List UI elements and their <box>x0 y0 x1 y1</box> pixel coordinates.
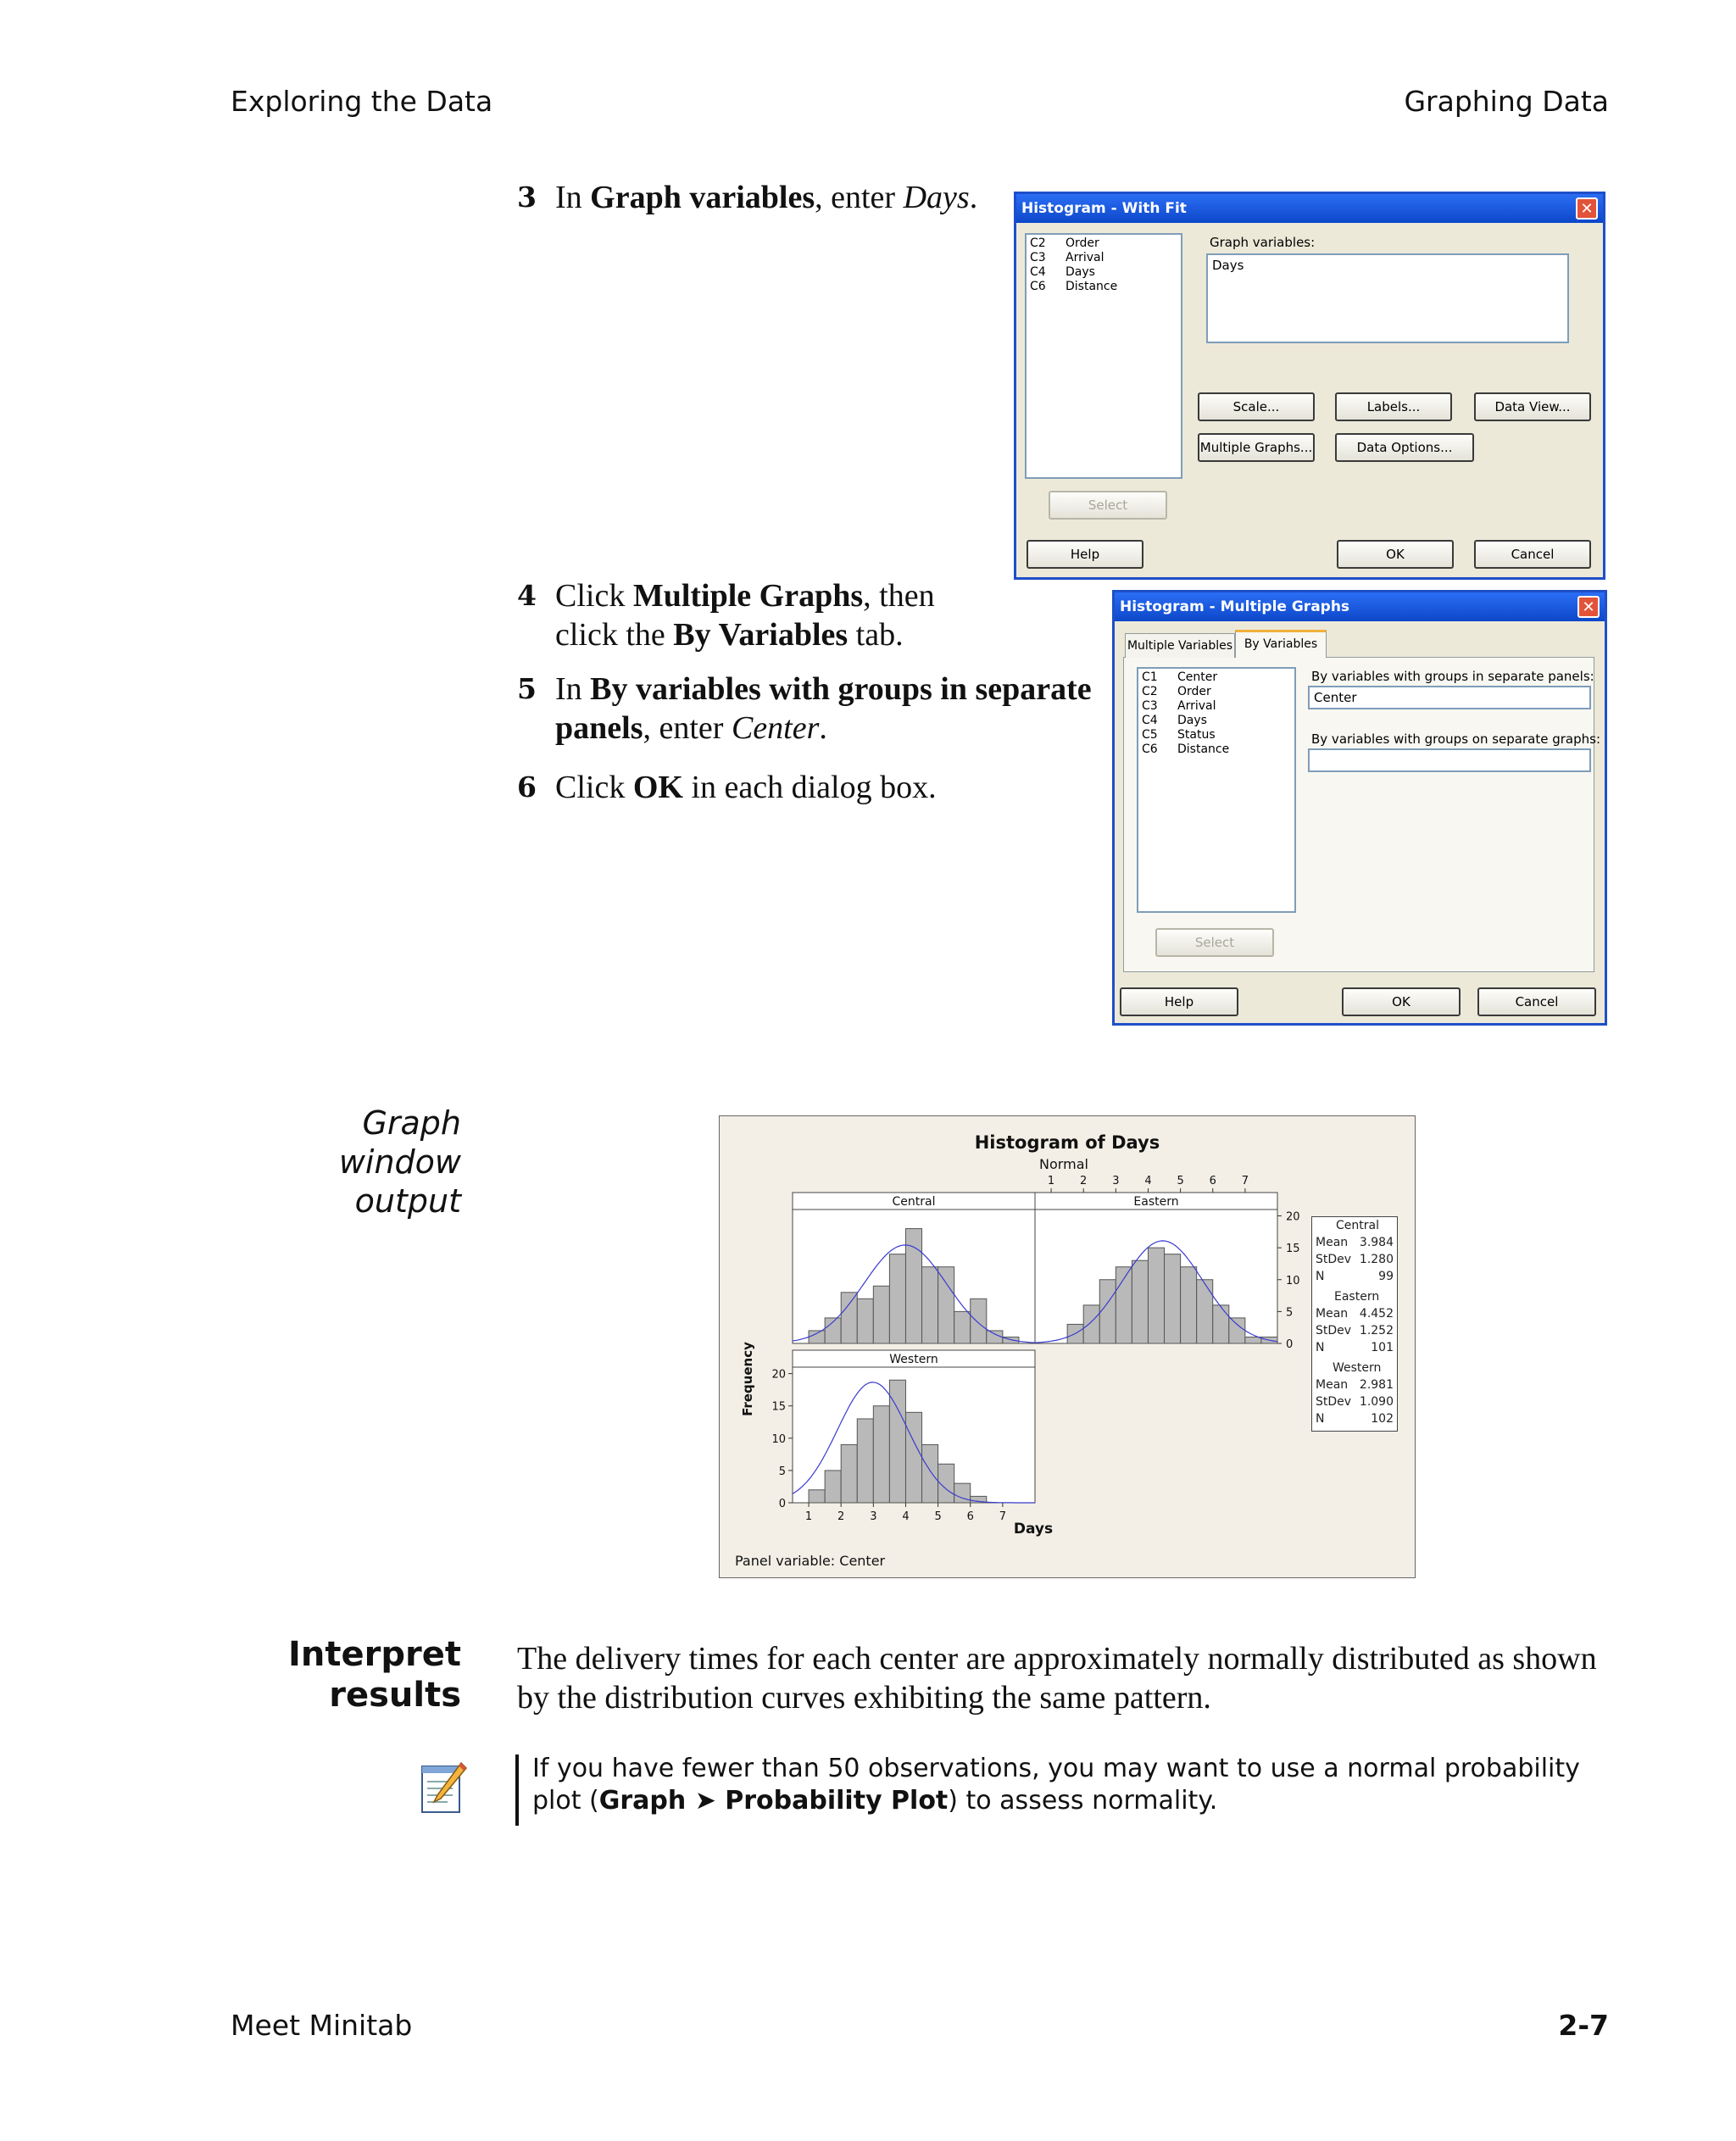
select-button[interactable]: Select <box>1155 928 1274 957</box>
histogram-bar <box>938 1267 954 1343</box>
legend-label: N <box>1316 1412 1325 1426</box>
list-item[interactable]: C4 Days <box>1030 265 1095 279</box>
column-list[interactable] <box>1137 667 1296 913</box>
help-button[interactable]: Help <box>1120 987 1238 1016</box>
ok-button[interactable]: OK <box>1342 987 1461 1016</box>
list-item[interactable]: C4 Days <box>1142 714 1207 727</box>
legend-value: 4.452 <box>1359 1307 1394 1321</box>
panel-variable-note: Panel variable: Center <box>735 1553 886 1569</box>
legend-value: 102 <box>1371 1412 1394 1426</box>
note-rule <box>515 1755 519 1826</box>
histogram-bar <box>857 1299 873 1343</box>
list-item[interactable]: C5 Status <box>1142 728 1216 742</box>
legend-label: Mean <box>1316 1378 1349 1392</box>
legend-label: StDev <box>1316 1395 1352 1409</box>
graph-variables-label: Graph variables: <box>1210 235 1316 250</box>
page-number: 2-7 <box>1558 2009 1609 2042</box>
histogram-bar <box>873 1406 889 1503</box>
step-4 <box>517 576 1110 658</box>
legend-value: 1.090 <box>1359 1395 1394 1409</box>
y-tick-label: 15 <box>1286 1243 1300 1256</box>
separate-graphs-field[interactable] <box>1308 748 1591 772</box>
legend-label: N <box>1316 1270 1325 1283</box>
step-text: In <box>555 180 591 215</box>
separate-graphs-label: By variables with groups on separate graphs: <box>1311 731 1600 747</box>
histogram-bar <box>857 1419 873 1503</box>
sidehead-line: Graph <box>362 1104 461 1142</box>
legend-label: Mean <box>1316 1307 1349 1321</box>
data-options-button[interactable]: Data Options... <box>1335 433 1474 462</box>
step-text: in each dialog box. <box>682 770 937 805</box>
legend-value: 101 <box>1371 1341 1394 1354</box>
chart-subtitle: Normal <box>1039 1156 1088 1172</box>
note-text-part: ) to assess normality. <box>948 1786 1218 1816</box>
histogram-bar <box>905 1412 921 1503</box>
panel-label: Central <box>892 1195 936 1209</box>
note-menu-path: Graph ➤ Probability Plot <box>598 1786 949 1816</box>
tab-multiple-variables[interactable]: Multiple Variables <box>1125 633 1235 658</box>
legend-label: StDev <box>1316 1324 1352 1337</box>
list-item[interactable]: C2 Order <box>1142 685 1211 698</box>
running-header-right: Graphing Data <box>1404 85 1609 118</box>
step-emphasis: Multiple Graphs <box>632 578 864 614</box>
column-list[interactable] <box>1025 233 1182 479</box>
step-number: 3 <box>517 181 537 214</box>
step-text: , then <box>863 578 935 614</box>
x-tick-label: 4 <box>902 1510 910 1523</box>
step-number: 4 <box>517 579 537 612</box>
dialog-title: Histogram - Multiple Graphs <box>1115 592 1605 621</box>
histogram-bar <box>825 1471 841 1503</box>
notepad-pencil-icon <box>419 1760 468 1816</box>
step-3 <box>517 178 992 220</box>
legend-value: 1.252 <box>1359 1324 1394 1337</box>
x-tick-label: 7 <box>999 1510 1007 1523</box>
step-emphasis: OK <box>632 770 683 805</box>
legend-value: 3.984 <box>1359 1236 1394 1249</box>
step-text: click the <box>555 617 674 653</box>
x-tick-label: 7 <box>1241 1175 1249 1187</box>
y-tick-label: 5 <box>778 1465 786 1478</box>
histogram-bar <box>1132 1260 1148 1343</box>
list-item[interactable]: C3 Arrival <box>1030 251 1104 264</box>
legend-title: Eastern <box>1334 1290 1380 1304</box>
histogram-bar <box>905 1229 921 1343</box>
sidehead-line: output <box>354 1182 461 1220</box>
ok-button[interactable]: OK <box>1337 540 1454 569</box>
x-tick-label: 4 <box>1144 1175 1152 1187</box>
histogram-bar <box>873 1286 889 1343</box>
histogram-bar <box>841 1293 857 1343</box>
histogram-bar <box>809 1490 825 1503</box>
step-text: tab. <box>848 617 904 653</box>
histogram-multiple-graphs-dialog <box>1112 590 1607 1026</box>
histogram-bar <box>1083 1305 1099 1343</box>
histogram-bar <box>1099 1280 1116 1343</box>
histogram-bar <box>922 1267 938 1343</box>
step-text: . <box>969 180 978 215</box>
cancel-button[interactable]: Cancel <box>1474 540 1591 569</box>
step-number: 6 <box>517 770 537 804</box>
step-text: Click <box>555 770 633 805</box>
close-icon[interactable]: ✕ <box>1577 596 1600 618</box>
x-tick-label: 2 <box>837 1510 845 1523</box>
histogram-bar <box>889 1254 905 1343</box>
select-button[interactable]: Select <box>1049 491 1167 520</box>
dialog-title: Histogram - With Fit <box>1016 194 1603 223</box>
list-item[interactable]: C6 Distance <box>1142 742 1230 756</box>
y-tick-label: 0 <box>1286 1338 1294 1351</box>
x-tick-label: 6 <box>966 1510 974 1523</box>
step-italic: Center <box>731 710 820 746</box>
x-axis-label: Days <box>1013 1521 1054 1538</box>
histogram-bar <box>971 1299 987 1343</box>
close-icon[interactable]: ✕ <box>1576 197 1598 220</box>
histogram-with-fit-dialog <box>1014 192 1605 580</box>
y-tick-label: 5 <box>1286 1306 1294 1320</box>
graph-window-output-label <box>254 1104 461 1221</box>
x-tick-label: 2 <box>1080 1175 1088 1187</box>
x-tick-label: 3 <box>1112 1175 1120 1187</box>
legend-title: Western <box>1333 1361 1382 1375</box>
separate-panels-label: By variables with groups in separate panels: <box>1311 669 1594 684</box>
histogram-bar <box>922 1444 938 1503</box>
step-5 <box>517 670 1110 751</box>
heading-line: Interpret <box>288 1635 461 1674</box>
y-axis-label: Frequency <box>740 1342 755 1416</box>
histogram-bar <box>841 1444 857 1503</box>
step-text: . <box>819 710 827 746</box>
histogram-bar <box>954 1311 971 1343</box>
histogram-bar <box>1181 1267 1197 1343</box>
legend-value: 99 <box>1378 1270 1394 1283</box>
histogram-svg <box>720 1116 1415 1577</box>
step-number: 5 <box>517 672 537 705</box>
panel-label: Western <box>889 1353 938 1366</box>
heading-line: results <box>329 1676 461 1715</box>
histogram-bar <box>1197 1280 1213 1343</box>
chart-title: Histogram of Days <box>974 1132 1160 1153</box>
histogram-bar <box>1165 1254 1181 1343</box>
multiple-graphs-button[interactable]: Multiple Graphs... <box>1198 433 1315 462</box>
y-tick-label: 20 <box>771 1368 786 1382</box>
step-emphasis: Graph variables <box>590 180 815 215</box>
legend-title: Central <box>1336 1219 1379 1232</box>
step-text: Click <box>555 578 633 614</box>
step-text: , enter <box>815 180 904 215</box>
y-tick-label: 20 <box>1286 1210 1300 1224</box>
labels-button[interactable]: Labels... <box>1335 392 1452 421</box>
graph-variables-field[interactable]: Days <box>1206 253 1569 343</box>
histogram-bar <box>809 1331 825 1343</box>
tab-by-variables[interactable]: By Variables <box>1235 630 1327 658</box>
y-tick-label: 0 <box>778 1498 786 1510</box>
interpret-paragraph: The delivery times for each center are approximately normally distributed as shown by the distribution curves exhibiting the same pattern. <box>517 1641 1597 1716</box>
step-text: In <box>555 671 591 707</box>
histogram-bar <box>1148 1248 1164 1343</box>
x-tick-label: 6 <box>1209 1175 1216 1187</box>
y-tick-label: 15 <box>771 1400 786 1414</box>
list-item[interactable]: C3 Arrival <box>1142 699 1216 713</box>
list-item[interactable]: C2 Order <box>1030 236 1099 250</box>
x-tick-label: 5 <box>1177 1175 1184 1187</box>
list-item[interactable]: C1 Center <box>1142 670 1218 684</box>
legend-value: 1.280 <box>1359 1253 1394 1266</box>
y-tick-label: 10 <box>771 1432 786 1446</box>
note-text <box>532 1753 1617 1817</box>
list-item[interactable]: C6 Distance <box>1030 280 1118 293</box>
x-tick-label: 5 <box>934 1510 942 1523</box>
sidehead-line: window <box>338 1143 461 1181</box>
legend-label: Mean <box>1316 1236 1349 1249</box>
scale-button[interactable]: Scale... <box>1198 392 1315 421</box>
legend-label: N <box>1316 1341 1325 1354</box>
running-header-left: Exploring the Data <box>231 85 493 118</box>
legend-label: StDev <box>1316 1253 1352 1266</box>
histogram-chart <box>719 1115 1416 1578</box>
stats-legend <box>1311 1216 1398 1432</box>
x-tick-label: 1 <box>1047 1175 1055 1187</box>
histogram-bar <box>1229 1318 1245 1343</box>
histogram-bar <box>987 1331 1003 1343</box>
cancel-button[interactable]: Cancel <box>1477 987 1596 1016</box>
histogram-bar <box>1245 1337 1261 1343</box>
step-italic: Days <box>903 180 970 215</box>
panel-label: Eastern <box>1133 1195 1179 1209</box>
step-6 <box>517 768 1110 810</box>
separate-panels-field[interactable]: Center <box>1308 686 1591 709</box>
histogram-bar <box>1213 1305 1229 1343</box>
x-tick-label: 3 <box>870 1510 877 1523</box>
note-text-part: If you have fewer than 50 observations, you may want to use a normal probability plot ( <box>532 1754 1580 1816</box>
step-emphasis: By variables with groups in separate <box>590 671 1092 707</box>
step-emphasis: panels <box>555 710 643 746</box>
data-view-button[interactable]: Data View... <box>1474 392 1591 421</box>
y-tick-label: 10 <box>1286 1274 1300 1287</box>
step-text: , enter <box>643 710 732 746</box>
legend-value: 2.981 <box>1359 1378 1394 1392</box>
step-emphasis: By Variables <box>673 617 849 653</box>
running-footer-left: Meet Minitab <box>231 2009 413 2042</box>
x-tick-label: 1 <box>804 1510 813 1523</box>
help-button[interactable]: Help <box>1027 540 1143 569</box>
interpret-results-heading <box>254 1634 461 1716</box>
